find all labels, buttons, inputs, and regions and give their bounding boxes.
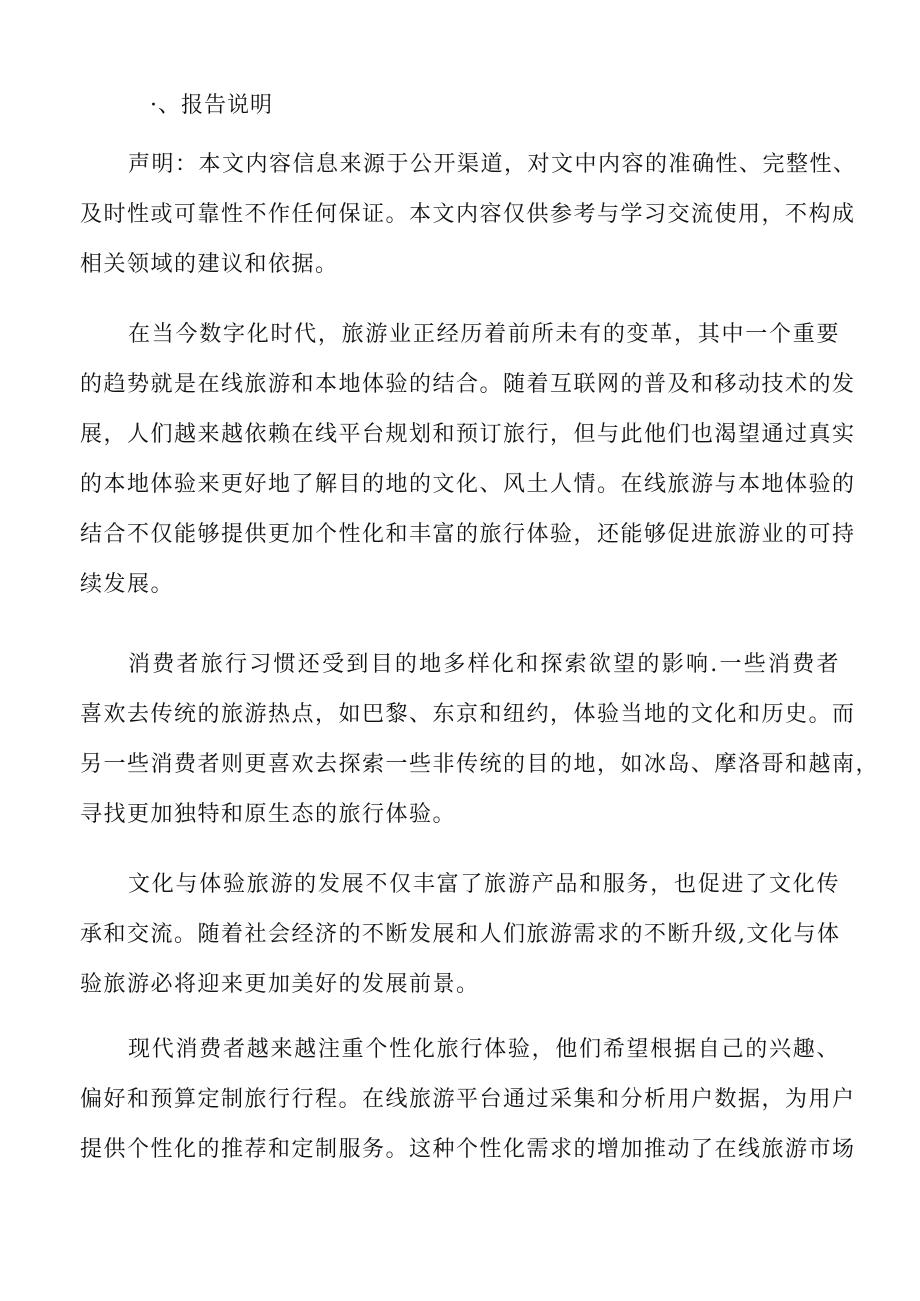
paragraph-line: 现代消费者越来越注重个性化旅行体验，他们希望根据自己的兴趣、	[128, 1037, 840, 1062]
paragraph-line: 喜欢去传统的旅游热点，如巴黎、东京和纽约，体验当地的文化和历史。而	[80, 702, 856, 727]
paragraph-line: 承和交流。随着社会经济的不断发展和人们旅游需求的不断升级,文化与体	[80, 922, 841, 947]
paragraph-line: 文化与体验旅游的发展不仅丰富了旅游产品和服务，也促进了文化传	[128, 872, 840, 897]
paragraph-disclaimer	[80, 140, 857, 290]
paragraph-line: 提供个性化的推荐和定制服务。这种个性化需求的增加推动了在线旅游市场	[80, 1137, 856, 1162]
paragraph-digital-era	[80, 310, 856, 610]
section-heading: ·、报告说明	[150, 93, 273, 118]
paragraph-line: 在当今数字化时代，旅游业正经历着前所未有的变革，其中一个重要	[128, 322, 840, 347]
paragraph-personalization	[80, 1025, 856, 1175]
paragraph-cultural-tourism	[80, 860, 840, 1010]
paragraph-line: 验旅游必将迎来更加美好的发展前景。	[80, 972, 480, 997]
paragraph-line: 另一些消费者则更喜欢去探索一些非传统的目的地，如冰岛、摩洛哥和越南，	[80, 752, 880, 777]
paragraph-line: 及时性或可靠性不作任何保证。本文内容仅供参考与学习交流使用，不构成	[80, 202, 856, 227]
paragraph-line: 结合不仅能够提供更加个性化和丰富的旅行体验，还能够促进旅游业的可持	[80, 522, 856, 547]
paragraph-line: 偏好和预算定制旅行行程。在线旅游平台通过采集和分析用户数据，为用户	[80, 1087, 856, 1112]
paragraph-line: 续发展。	[80, 572, 175, 597]
paragraph-line: 寻找更加独特和原生态的旅行体验。	[80, 802, 457, 827]
paragraph-line: 消费者旅行习惯还受到目的地多样化和探索欲望的影响.一些消费者	[128, 652, 840, 677]
paragraph-line: 的趋势就是在线旅游和本地体验的结合。随着互联网的普及和移动技术的发	[80, 372, 856, 397]
paragraph-line: 的本地体验来更好地了解目的地的文化、风土人情。在线旅游与本地体验的	[80, 472, 856, 497]
paragraph-line: 声明：本文内容信息来源于公开渠道，对文中内容的准确性、完整性、	[128, 152, 857, 177]
paragraph-destinations	[80, 640, 880, 840]
paragraph-line: 相关领域的建议和依据。	[80, 252, 339, 277]
paragraph-line: 展，人们越来越依赖在线平台规划和预订旅行，但与此他们也渴望通过真实	[80, 422, 856, 447]
